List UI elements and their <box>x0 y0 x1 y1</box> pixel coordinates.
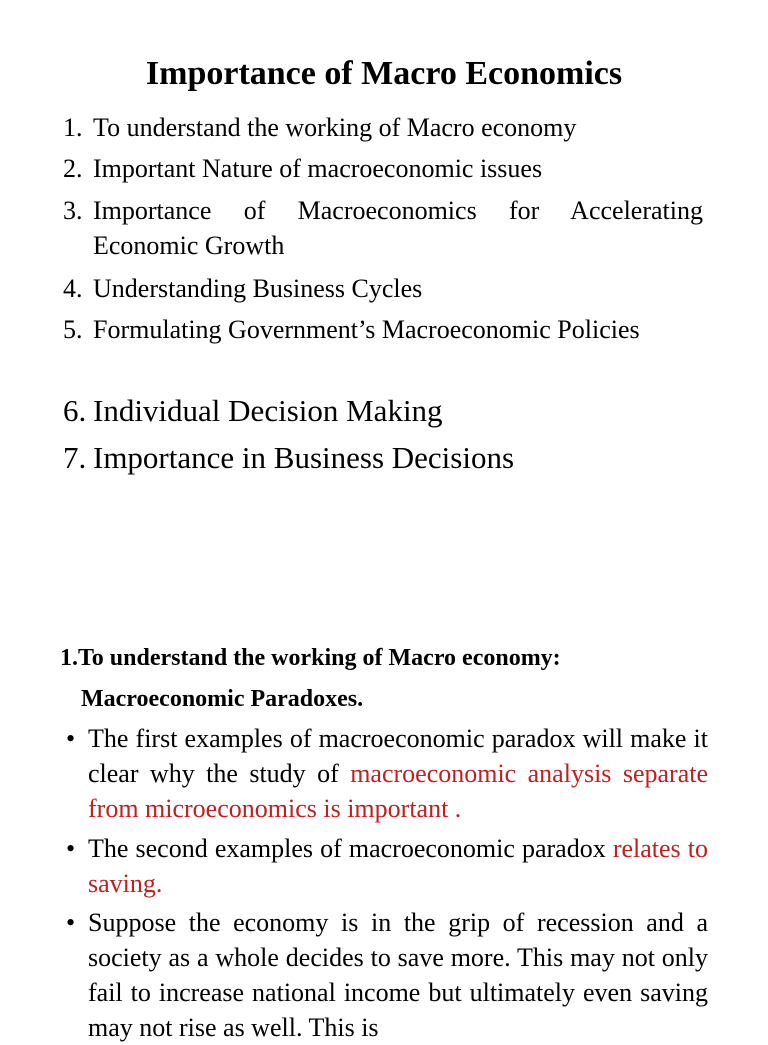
bullet-item <box>66 905 708 1045</box>
list-item-number: 2. <box>63 154 83 183</box>
list-item-text: To understand the working of Macro economy <box>93 113 577 142</box>
list-item <box>63 151 703 186</box>
bullet-text-plain: Suppose the economy is in the grip of recession and a society as a whole decides to save more. This may not only fail to increase national income but ultimately even saving may not rise as well. This is <box>88 908 708 1042</box>
list-item-text: Important Nature of macroeconomic issues <box>93 154 543 183</box>
section-heading: 1.To understand the working of Macro economy: <box>60 645 561 671</box>
list-item-number: 5. <box>63 315 83 344</box>
section-subheading: Macroeconomic Paradoxes. <box>81 686 364 712</box>
list-item <box>63 110 703 145</box>
bullet-text <box>88 831 708 901</box>
bullet-item <box>66 721 708 826</box>
list-item-number: 3. <box>63 196 83 225</box>
list-item <box>63 312 703 347</box>
bullet-text <box>88 721 708 826</box>
list-item <box>63 391 703 431</box>
list-item-number: 1. <box>63 113 83 142</box>
bullet-text-highlight: macroeconomic analysis separate from microeconomics is important . <box>88 759 708 823</box>
list-item-text: Importance in Business Decisions <box>93 440 515 475</box>
list-item-text: Individual Decision Making <box>93 393 443 428</box>
page-title: Importance of Macro Economics <box>145 55 623 92</box>
list-item <box>63 193 703 263</box>
list-item <box>63 438 703 478</box>
bullet-marker: • <box>66 834 76 863</box>
bullet-marker: • <box>66 724 76 753</box>
list-item-number: 7. <box>63 440 87 475</box>
list-item-number: 6. <box>63 393 87 428</box>
bullet-text-highlight: relates to saving. <box>88 834 708 898</box>
list-item-number: 4. <box>63 274 83 303</box>
bullet-text-plain: The first examples of macroeconomic paradox will make it clear why the study of <box>88 724 708 788</box>
bullet-text-plain: The second examples of macroeconomic paradox <box>88 834 613 863</box>
bullet-item <box>66 831 708 901</box>
bullet-marker: • <box>66 908 76 937</box>
list-item <box>63 271 703 306</box>
list-item-text: Importance of Macroeconomics for Accelerating Economic Growth <box>93 196 703 260</box>
list-item-text: Understanding Business Cycles <box>93 274 423 303</box>
bullet-text <box>88 905 708 1045</box>
list-item-text: Formulating Government’s Macroeconomic Policies <box>93 315 640 344</box>
